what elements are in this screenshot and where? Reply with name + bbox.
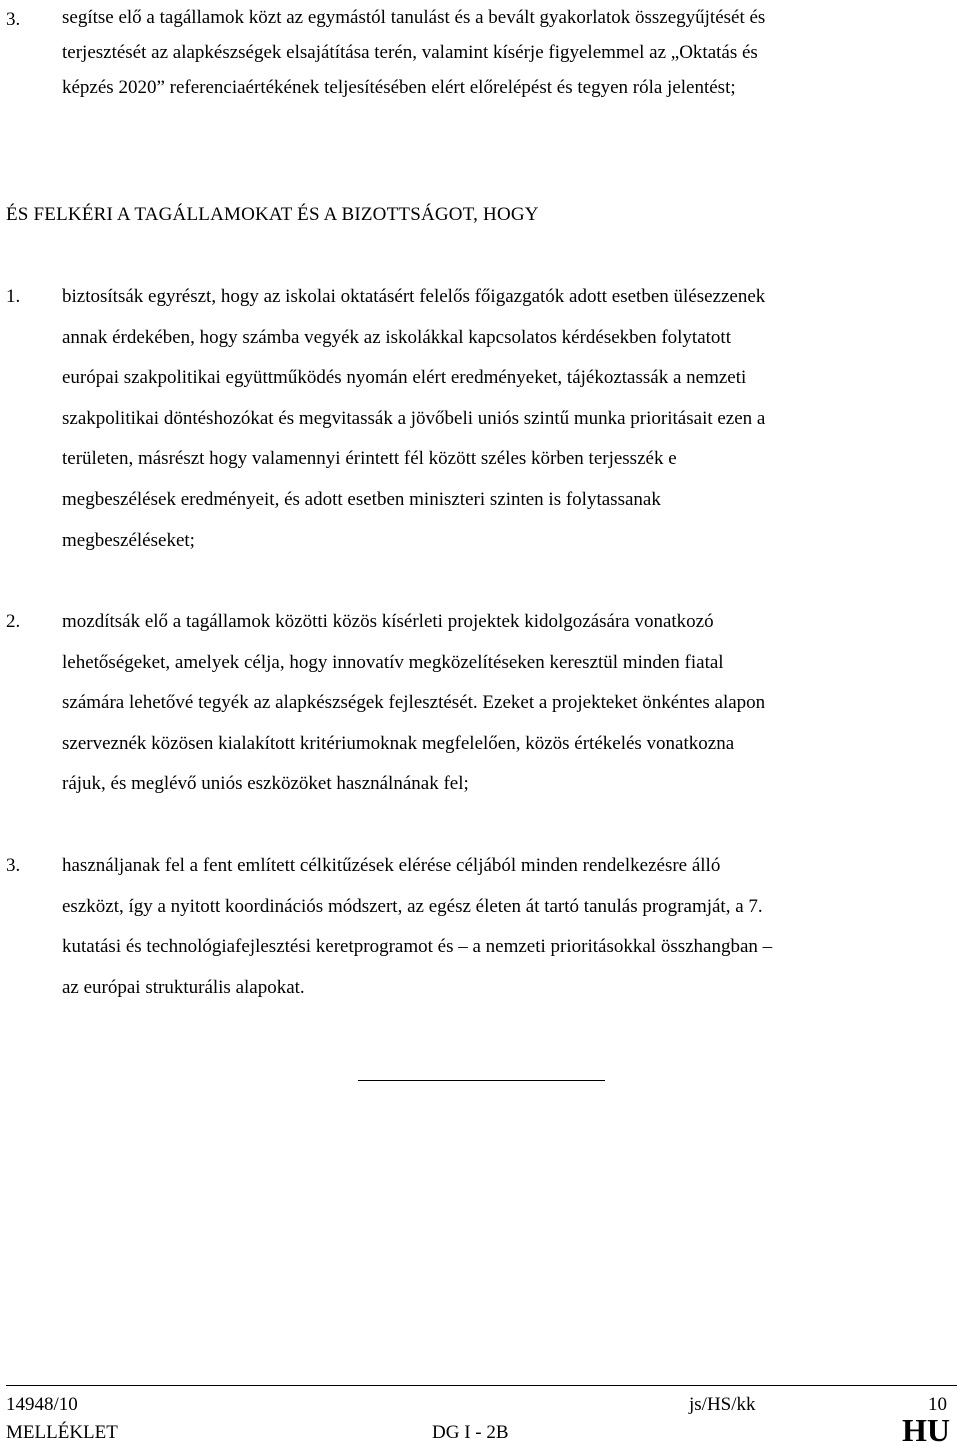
language-code: HU [902,1412,950,1448]
page-number: 10 [928,1394,947,1415]
text-line: megbeszéléseket; [62,529,195,551]
text-line: terjesztését az alapkészségek elsajátítása terén, valamint kísérje figyelemmel az „Oktatás és [62,42,758,63]
list-item-3 [0,846,960,1008]
text-line: mozdítsák elő a tagállamok közötti közös kísérleti projektek kidolgozására vonatkozó [62,611,714,632]
department-code: DG I - 2B [432,1422,509,1443]
author-initials: js/HS/kk [689,1394,756,1415]
text-line: képzés 2020” referenciaértékének teljesítésében elért előrelépést és tegyen róla jelentést; [62,77,736,98]
text-line: rájuk, és meglévő uniós eszközöket használnának fel; [62,773,469,795]
text-line: segítse elő a tagállamok közt az egymástól tanulást és a bevált gyakorlatok összegyűjtését és [62,7,766,28]
text-line: számára lehetővé tegyék az alapkészségek fejlesztését. Ezeket a projekteket önkéntes alapon [62,692,766,714]
text-line: európai szakpolitikai együttműködés nyomán elért eredményeket, tájékoztassák a nemzeti [62,367,747,389]
list-item-text [62,602,947,805]
section-heading: ÉS FELKÉRI A TAGÁLLAMOKAT ÉS A BIZOTTSÁGOT, HOGY [6,204,539,225]
list-item-number: 3. [6,855,21,876]
text-line: megbeszélések eredményeit, és adott esetben miniszteri szinten is folytassanak [62,488,661,510]
list-item-1 [0,277,960,561]
text-line: használjanak fel a fent említett célkitűzések elérése céljából minden rendelkezésre álló [62,855,721,876]
text-line: az európai strukturális alapokat. [62,976,305,998]
list-item-text [62,277,947,561]
text-line: szerveznék közösen kialakított kritériumoknak megfelelően, közös értékelés vonatkozna [62,732,735,754]
end-divider [358,1080,605,1081]
list-item-number: 3. [6,9,21,30]
document-number: 14948/10 [6,1394,78,1415]
text-line: területen, másrészt hogy valamennyi érintett fél között széles körben terjesszék e [62,448,677,470]
text-line: lehetőségeket, amelyek célja, hogy innovatív megközelítéseken keresztül minden fiatal [62,651,724,673]
list-item-3-previous [0,0,960,105]
text-line: biztosítsák egyrészt, hogy az iskolai oktatásért felelős főigazgatók adott esetben ülésezzenek [62,286,766,307]
text-line: szakpolitikai döntéshozókat és megvitassák a jövőbeli uniós szintű munka prioritásait ezen a [62,407,766,429]
list-item-text [62,846,947,1008]
annex-label: MELLÉKLET [6,1422,118,1443]
list-item-2 [0,602,960,805]
text-line: kutatási és technológiafejlesztési keretprogramot és – a nemzeti prioritásokkal összhangban – [62,936,773,958]
text-line: eszközt, így a nyitott koordinációs módszert, az egész életen át tartó tanulás programját, a 7. [62,895,763,917]
footer-rule [6,1385,957,1386]
list-item-number: 1. [6,286,21,307]
list-item-text [62,0,947,105]
list-item-number: 2. [6,611,21,632]
text-line: annak érdekében, hogy számba vegyék az iskolákkal kapcsolatos kérdésekben folytatott [62,326,731,348]
